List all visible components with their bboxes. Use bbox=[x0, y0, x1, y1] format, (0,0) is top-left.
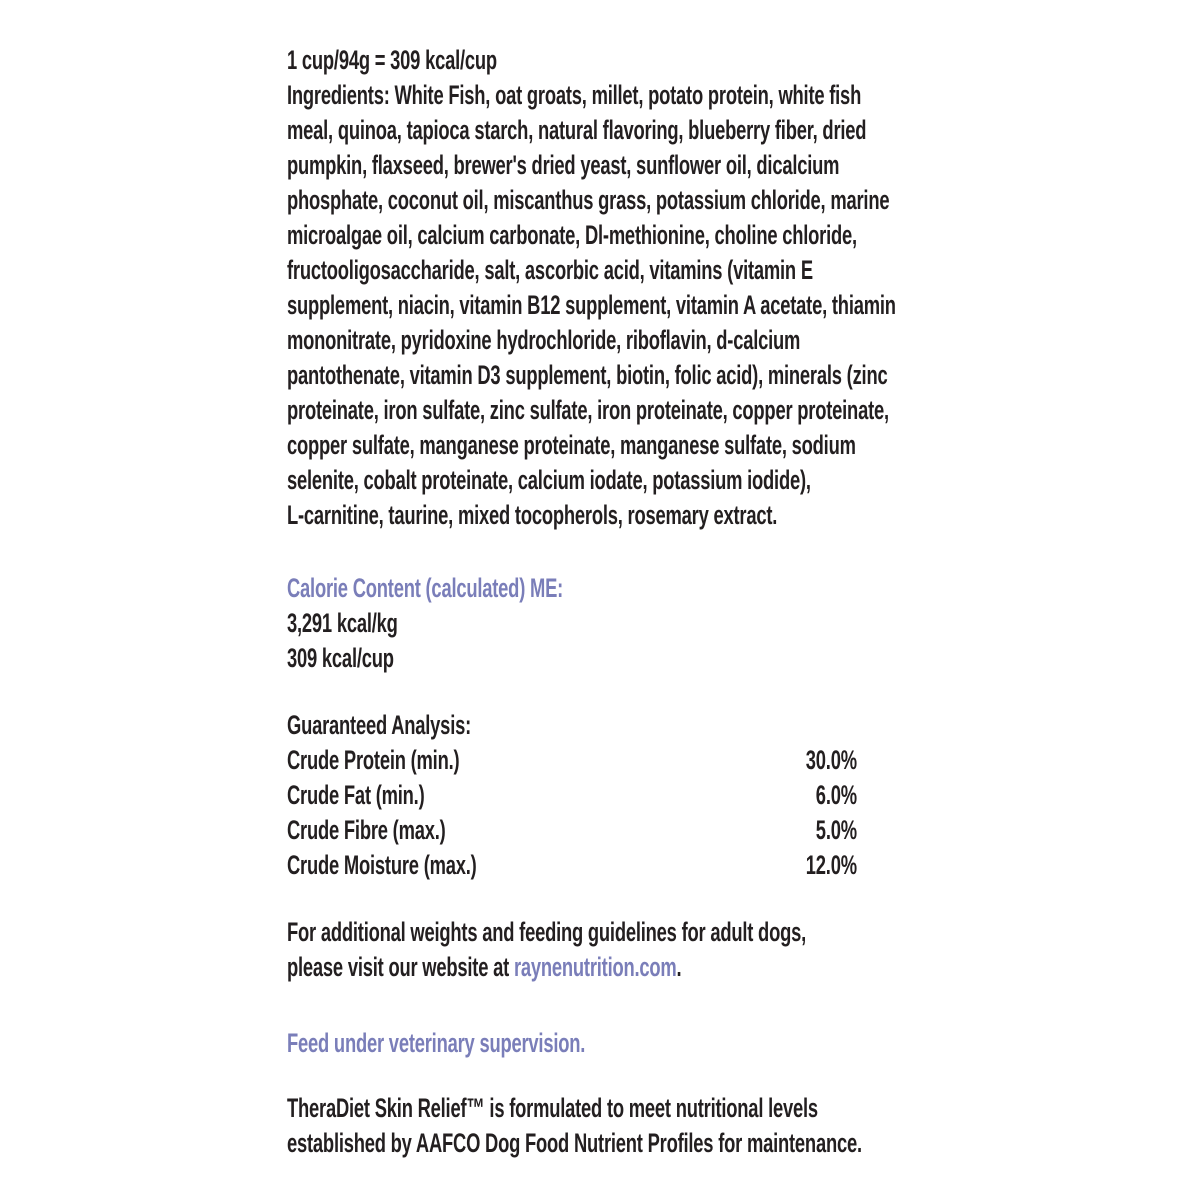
calorie-kcal-per-kg: 3,291 kcal/kg bbox=[287, 608, 398, 638]
guaranteed-analysis-section bbox=[287, 708, 927, 883]
pet-food-nutrition-label bbox=[287, 43, 932, 1161]
ingredients-line: phosphate, coconut oil, miscanthus grass, potassium chloride, marine bbox=[287, 185, 890, 215]
ingredients-line: pantothenate, vitamin D3 supplement, biotin, folic acid), minerals (zinc bbox=[287, 360, 888, 390]
serving-and-ingredients-section bbox=[287, 43, 927, 533]
ingredients-line: supplement, niacin, vitamin B12 supplement, vitamin A acetate, thiamin bbox=[287, 290, 896, 320]
aafco-statement bbox=[287, 1091, 927, 1161]
aafco-statement-line1: TheraDiet Skin Relief™ is formulated to meet nutritional levels bbox=[287, 1093, 818, 1123]
ga-value: 12.0% bbox=[805, 850, 857, 880]
ingredients-line: Ingredients: White Fish, oat groats, millet, potato protein, white fish bbox=[287, 80, 862, 110]
calorie-content-heading: Calorie Content (calculated) ME: bbox=[287, 573, 564, 603]
ingredients-line: pumpkin, flaxseed, brewer's dried yeast, sunflower oil, dicalcium bbox=[287, 150, 840, 180]
aafco-statement-line2: established by AAFCO Dog Food Nutrient Profiles for maintenance. bbox=[287, 1128, 862, 1158]
ga-value: 30.0% bbox=[805, 745, 857, 775]
ingredients-line: meal, quinoa, tapioca starch, natural flavoring, blueberry fiber, dried bbox=[287, 115, 867, 145]
guaranteed-analysis-heading: Guaranteed Analysis: bbox=[287, 710, 472, 740]
ga-row-crude-moisture bbox=[287, 848, 857, 883]
feeding-note-line2-prefix: please visit our website at bbox=[287, 952, 514, 982]
ingredients-line: fructooligosaccharide, salt, ascorbic acid, vitamins (vitamin E bbox=[287, 255, 813, 285]
ingredients-line: selenite, cobalt proteinate, calcium iodate, potassium iodide), bbox=[287, 465, 811, 495]
ga-row-crude-fat bbox=[287, 778, 857, 813]
ingredients-line: copper sulfate, manganese proteinate, manganese sulfate, sodium bbox=[287, 430, 856, 460]
website-link[interactable]: raynenutrition.com bbox=[513, 952, 677, 982]
calorie-content-section bbox=[287, 571, 927, 676]
veterinary-supervision-note: Feed under veterinary supervision. bbox=[287, 1028, 586, 1058]
ga-value: 6.0% bbox=[815, 780, 857, 810]
serving-size-line: 1 cup/94g = 309 kcal/cup bbox=[287, 45, 497, 75]
ga-row-crude-fibre bbox=[287, 813, 857, 848]
ingredients-line: L-carnitine, taurine, mixed tocopherols, rosemary extract. bbox=[287, 500, 778, 530]
feeding-note-line2 bbox=[287, 950, 927, 985]
ga-row-crude-protein bbox=[287, 743, 857, 778]
feeding-guidelines-note bbox=[287, 915, 927, 985]
ingredients-line: mononitrate, pyridoxine hydrochloride, riboflavin, d-calcium bbox=[287, 325, 801, 355]
ga-label: Crude Fat (min.) bbox=[287, 780, 425, 810]
ingredients-line: microalgae oil, calcium carbonate, Dl-methionine, choline chloride, bbox=[287, 220, 857, 250]
ga-label: Crude Moisture (max.) bbox=[287, 850, 477, 880]
ga-label: Crude Fibre (max.) bbox=[287, 815, 446, 845]
feeding-note-line1: For additional weights and feeding guidelines for adult dogs, bbox=[287, 917, 806, 947]
feeding-note-line2-suffix: . bbox=[676, 952, 682, 982]
ga-label: Crude Protein (min.) bbox=[287, 745, 460, 775]
ingredients-line: proteinate, iron sulfate, zinc sulfate, iron proteinate, copper proteinate, bbox=[287, 395, 889, 425]
ga-value: 5.0% bbox=[815, 815, 857, 845]
calorie-kcal-per-cup: 309 kcal/cup bbox=[287, 643, 394, 673]
